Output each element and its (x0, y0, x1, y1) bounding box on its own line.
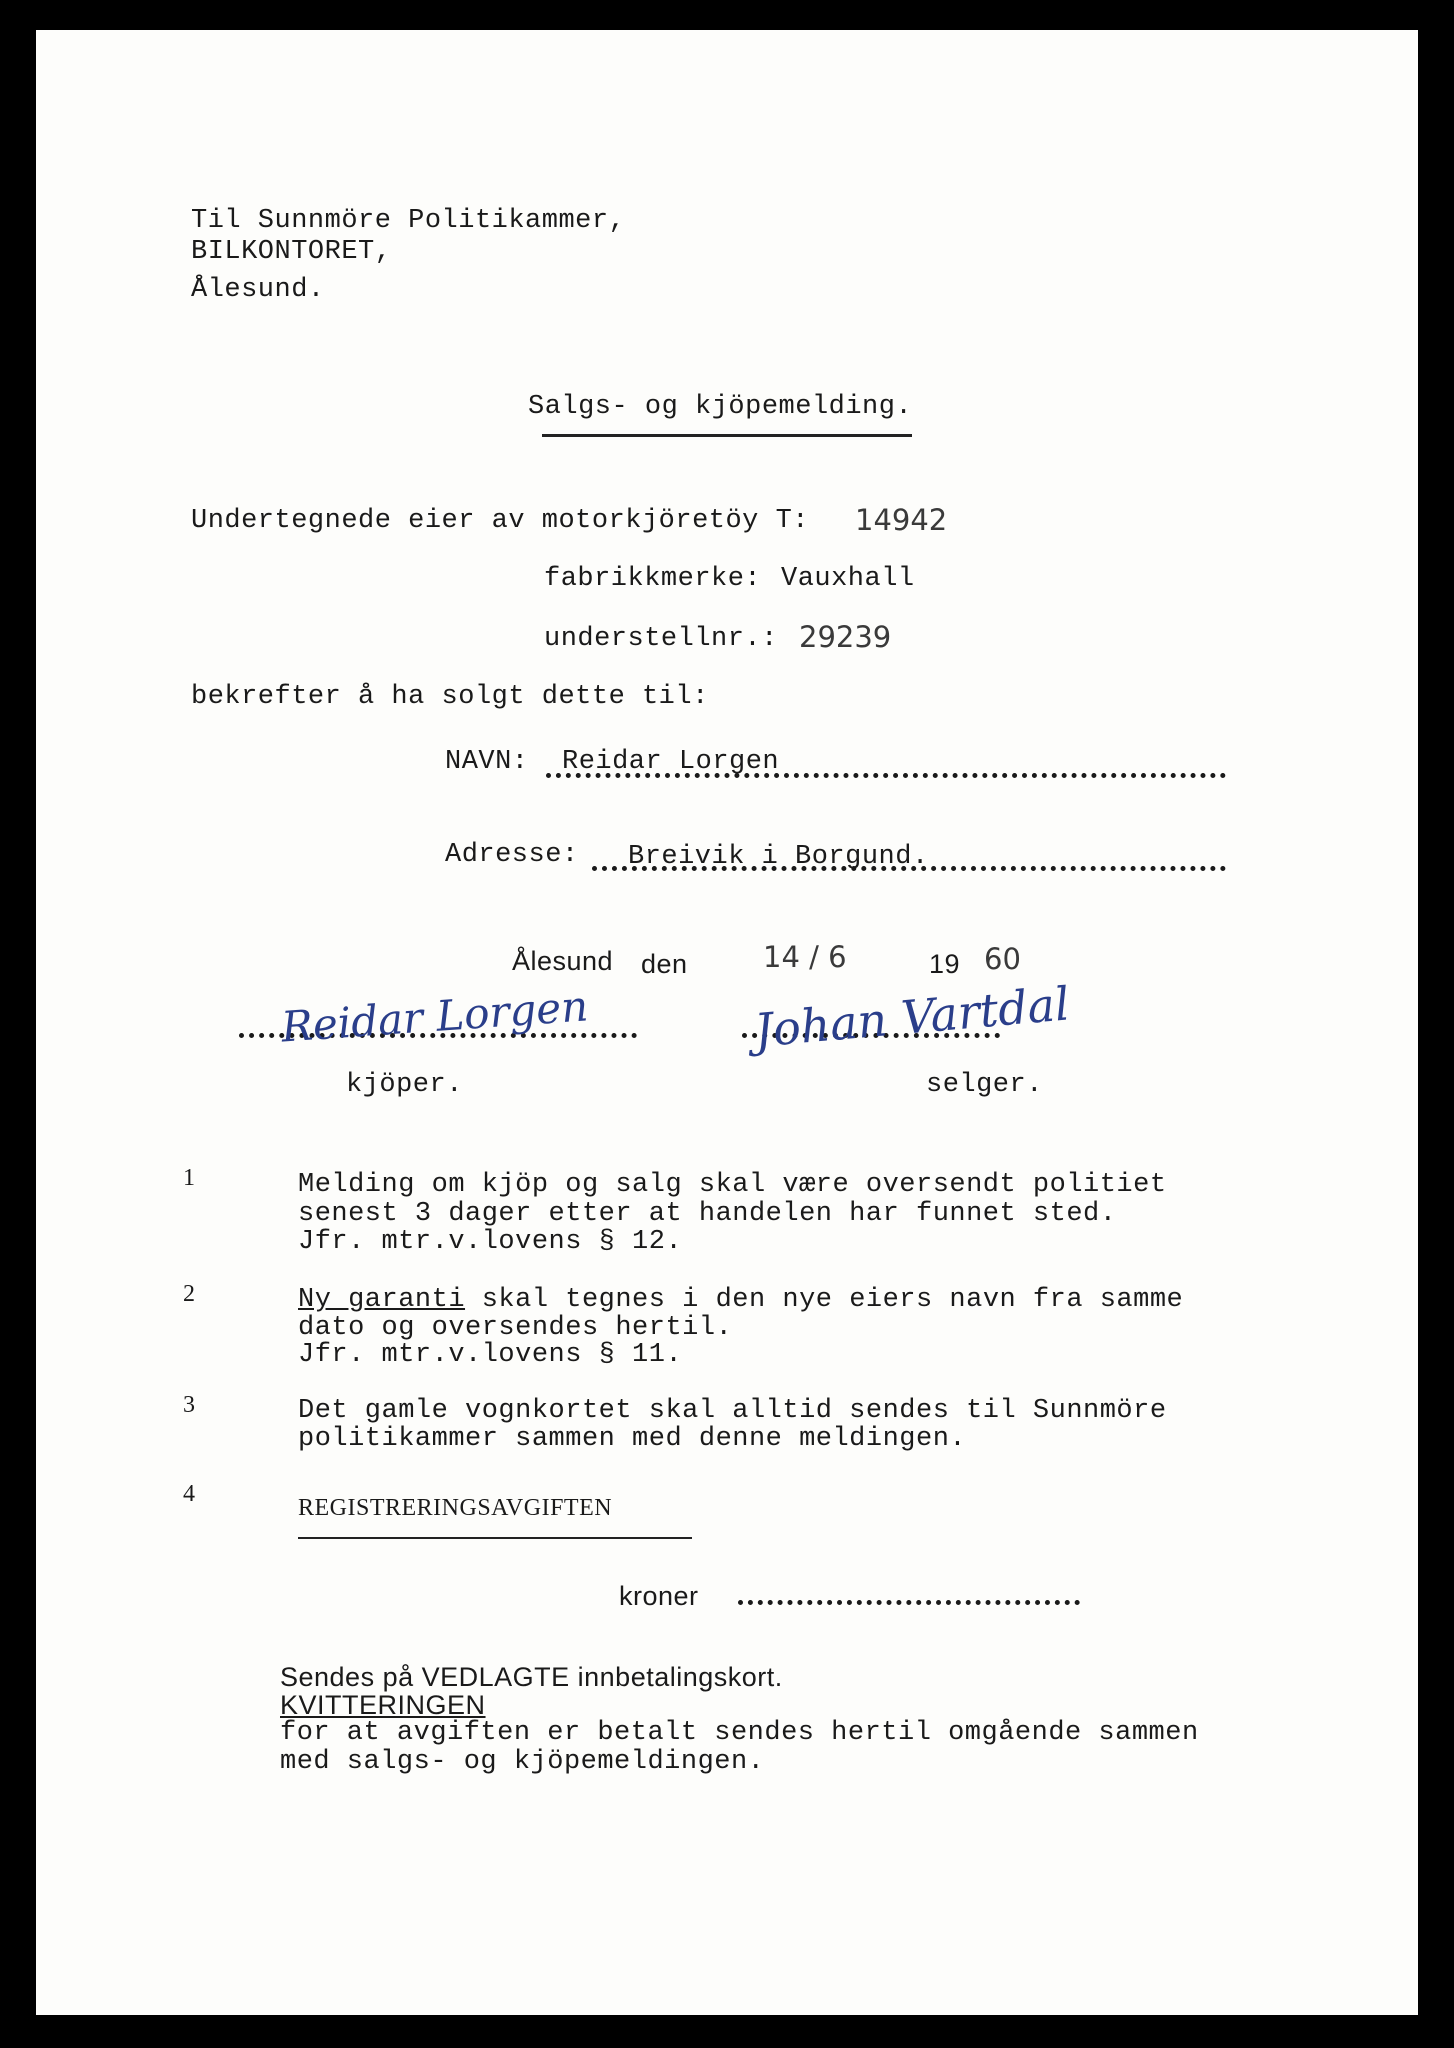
note-2-line-1-rest: skal tegnes i den nye eiers navn fra samme (465, 1285, 1184, 1315)
buyer-name-value: Reidar Lorgen (562, 747, 780, 777)
registration-number: 14942 (855, 503, 948, 537)
address-line-1: Til Sunnmöre Politikammer, (191, 206, 626, 236)
address-line-3: Ålesund. (191, 275, 325, 305)
note-2-number: 2 (183, 1281, 195, 1307)
buyer-signature: Reidar Lorgen (279, 981, 590, 1052)
address-line-2: BILKONTORET, (191, 237, 392, 267)
vehicle-intro: Undertegnede eier av motorkjöretöy T: (191, 506, 809, 536)
date-place: Ålesund (512, 946, 614, 976)
note-4-number: 4 (183, 1481, 195, 1507)
confirmation-text: bekrefter å ha solgt dette til: (191, 682, 709, 712)
receipt-heading: KVITTERINGEN (280, 1690, 486, 1720)
chassis-number: 29239 (799, 620, 892, 654)
document-page (36, 30, 1418, 2015)
buyer-address-label: Adresse: (445, 840, 579, 870)
note-4-heading: REGISTRERINGSAVGIFTEN (298, 1495, 613, 1521)
buyer-name-dotted-line (546, 773, 1226, 778)
buyer-label: kjöper. (346, 1070, 463, 1100)
buyer-name-label: NAVN: (445, 747, 529, 777)
note-2-line-2: dato og oversendes hertil. (298, 1313, 733, 1343)
note-1-number: 1 (183, 1165, 195, 1191)
title-underline (542, 434, 912, 437)
note-2-underlined-term: Ny garanti (298, 1285, 466, 1315)
note-1-line-1: Melding om kjöp og salg skal være oversendt politiet (298, 1170, 1167, 1200)
date-year-suffix: 60 (984, 942, 1021, 976)
document-title: Salgs- og kjöpemelding. (528, 392, 913, 422)
date-den: den (641, 949, 688, 979)
note-3-number: 3 (183, 1392, 195, 1418)
note-4-heading-underline (298, 1537, 692, 1539)
fee-line-1: Sendes på VEDLAGTE innbetalingskort. (280, 1662, 783, 1692)
note-3-line-1: Det gamle vognkortet skal alltid sendes til Sunnmöre (298, 1396, 1167, 1426)
kroner-label: kroner (619, 1581, 699, 1611)
fee-line-3: med salgs- og kjöpemeldingen. (280, 1747, 765, 1777)
date-year-prefix: 19 (929, 949, 961, 979)
make-value: Vauxhall (781, 564, 915, 594)
seller-signature: Johan Vartdal (752, 976, 1072, 1058)
note-1-line-2: senest 3 dager etter at handelen har funnet sted. (298, 1199, 1117, 1229)
date-day-month: 14 / 6 (763, 940, 847, 974)
chassis-label: understellnr.: (544, 624, 778, 654)
kroner-dotted-line (738, 1600, 1080, 1605)
make-label: fabrikkmerke: (544, 564, 762, 594)
note-3-line-2: politikammer sammen med denne meldingen. (298, 1424, 967, 1454)
note-2-line-3: Jfr. mtr.v.lovens § 11. (298, 1340, 683, 1370)
buyer-address-value: Breivik i Borgund. (628, 842, 929, 872)
fee-line-2: for at avgiften er betalt sendes hertil omgående sammen (280, 1718, 1199, 1748)
note-1-line-3: Jfr. mtr.v.lovens § 12. (298, 1227, 683, 1257)
note-2-line-1 (298, 1285, 1183, 1315)
seller-label: selger. (926, 1070, 1043, 1100)
buyer-address-dotted-line (592, 866, 1226, 871)
